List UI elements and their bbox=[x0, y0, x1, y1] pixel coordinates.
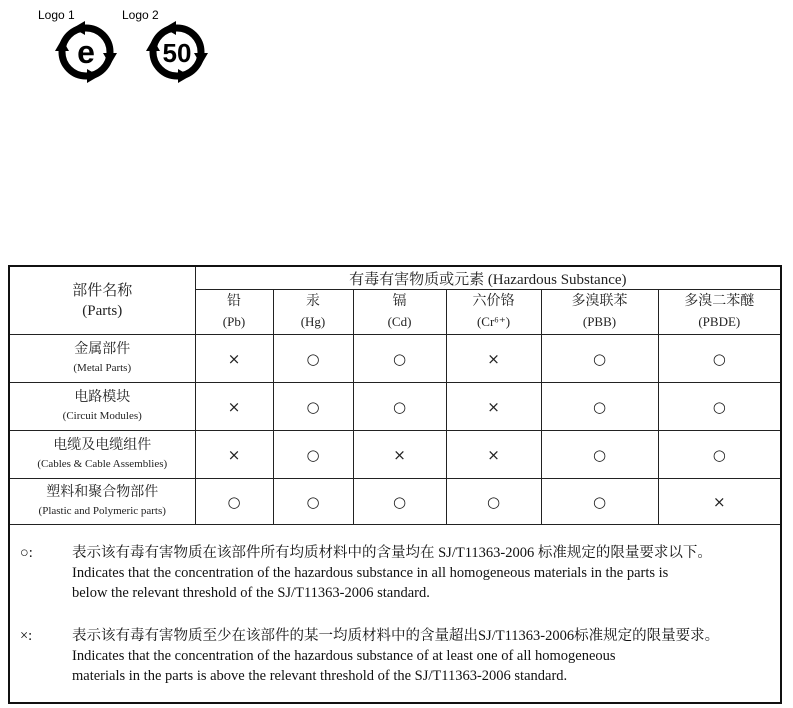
part-cell bbox=[10, 383, 195, 431]
substance-mark: ○ bbox=[541, 479, 658, 525]
substance-symbol: (Cr⁶⁺) bbox=[476, 313, 511, 329]
substance-mark: ○ bbox=[353, 479, 446, 525]
substance-mark: ○ bbox=[353, 335, 446, 383]
substance-symbol: (Hg) bbox=[300, 313, 326, 329]
logo-2-mark: 50 bbox=[162, 38, 192, 68]
part-name-en: (Circuit Modules) bbox=[62, 409, 142, 422]
legend-symbol: ×: bbox=[20, 628, 33, 644]
part-name-zh: 金属部件 bbox=[74, 341, 131, 357]
substance-mark: × bbox=[195, 431, 273, 479]
legend-line-en: below the relevant threshold of the SJ/T11363-2006 standard. bbox=[72, 585, 430, 601]
substance-zh: 多溴联苯 bbox=[571, 293, 628, 309]
e-recycle-icon bbox=[55, 21, 117, 83]
logo-1-label: Logo 1 bbox=[38, 8, 75, 22]
substance-mark: ○ bbox=[353, 383, 446, 431]
substance-mark: × bbox=[658, 479, 780, 525]
substance-mark: ○ bbox=[541, 383, 658, 431]
hazardous-substance-table bbox=[10, 267, 780, 525]
substance-mark: × bbox=[446, 335, 541, 383]
substance-mark: ○ bbox=[195, 479, 273, 525]
substance-zh: 多溴二苯醚 bbox=[684, 293, 755, 309]
legend-line-zh: 表示该有毒有害物质至少在该部件的某一均质材料中的含量超出SJ/T11363-2006标准规定的限量要求。 bbox=[72, 628, 720, 644]
substance-header-pb bbox=[195, 290, 273, 335]
legend-line-zh: 表示该有毒有害物质在该部件所有均质材料中的含量均在 SJ/T11363-2006 标准规定的限量要求以下。 bbox=[72, 545, 712, 561]
table-row bbox=[10, 335, 780, 383]
substance-mark: ○ bbox=[541, 431, 658, 479]
logo-2-label: Logo 2 bbox=[122, 8, 159, 22]
legend-line-en: materials in the parts is above the relevant threshold of the SJ/T11363-2006 standard. bbox=[72, 668, 568, 684]
substance-header-pbde bbox=[658, 290, 780, 335]
parts-header-zh: 部件名称 bbox=[72, 282, 133, 299]
substance-mark: × bbox=[195, 335, 273, 383]
substance-header-cd bbox=[353, 290, 446, 335]
hazardous-substance-header: 有毒有害物质或元素 (Hazardous Substance) bbox=[195, 267, 780, 290]
substance-zh: 汞 bbox=[306, 293, 320, 309]
substance-header-cr6 bbox=[446, 290, 541, 335]
part-cell bbox=[10, 335, 195, 383]
part-name-zh: 电缆及电缆组件 bbox=[53, 437, 152, 453]
legend-text bbox=[72, 626, 782, 686]
part-name-zh: 电路模块 bbox=[74, 389, 131, 405]
substance-symbol: (Cd) bbox=[387, 313, 412, 329]
epup-50-icon bbox=[146, 21, 208, 83]
substance-mark: ○ bbox=[658, 431, 780, 479]
part-cell bbox=[10, 479, 195, 525]
table-row bbox=[10, 383, 780, 431]
substance-symbol: (PBB) bbox=[582, 313, 617, 329]
parts-header bbox=[10, 267, 195, 335]
parts-header-en: (Parts) bbox=[82, 302, 123, 319]
part-name-en: (Metal Parts) bbox=[73, 361, 132, 374]
substance-mark: ○ bbox=[273, 431, 353, 479]
substance-header-pbb bbox=[541, 290, 658, 335]
substance-mark: ○ bbox=[541, 335, 658, 383]
legend-line-en: Indicates that the concentration of the hazardous substance in all homogeneous materials in the parts is bbox=[72, 565, 669, 581]
table-row bbox=[10, 479, 780, 525]
legend-text bbox=[72, 543, 782, 603]
substance-mark: ○ bbox=[273, 335, 353, 383]
substance-zh: 镉 bbox=[392, 293, 407, 309]
substance-zh: 六价铬 bbox=[472, 293, 515, 309]
substance-mark: ○ bbox=[658, 383, 780, 431]
hazardous-substance-box bbox=[8, 265, 782, 704]
substance-mark: × bbox=[353, 431, 446, 479]
substance-zh: 铅 bbox=[227, 293, 241, 309]
substance-mark: × bbox=[195, 383, 273, 431]
substance-mark: ○ bbox=[273, 479, 353, 525]
substance-mark: ○ bbox=[273, 383, 353, 431]
part-name-en: (Cables & Cable Assemblies) bbox=[37, 457, 168, 470]
logo-1-mark: e bbox=[77, 34, 95, 70]
legend-symbol: ○: bbox=[20, 545, 33, 561]
substance-mark: ○ bbox=[658, 335, 780, 383]
substance-mark: × bbox=[446, 431, 541, 479]
substance-symbol: (Pb) bbox=[222, 313, 246, 329]
part-cell bbox=[10, 431, 195, 479]
substance-mark: ○ bbox=[446, 479, 541, 525]
substance-header-hg bbox=[273, 290, 353, 335]
table-row bbox=[10, 431, 780, 479]
substance-mark: × bbox=[446, 383, 541, 431]
legend-line-en: Indicates that the concentration of the hazardous substance of at least one of all homogeneous bbox=[72, 648, 616, 664]
substance-symbol: (PBDE) bbox=[698, 313, 741, 329]
part-name-zh: 塑料和聚合物部件 bbox=[46, 484, 159, 500]
part-name-en: (Plastic and Polymeric parts) bbox=[38, 504, 166, 517]
